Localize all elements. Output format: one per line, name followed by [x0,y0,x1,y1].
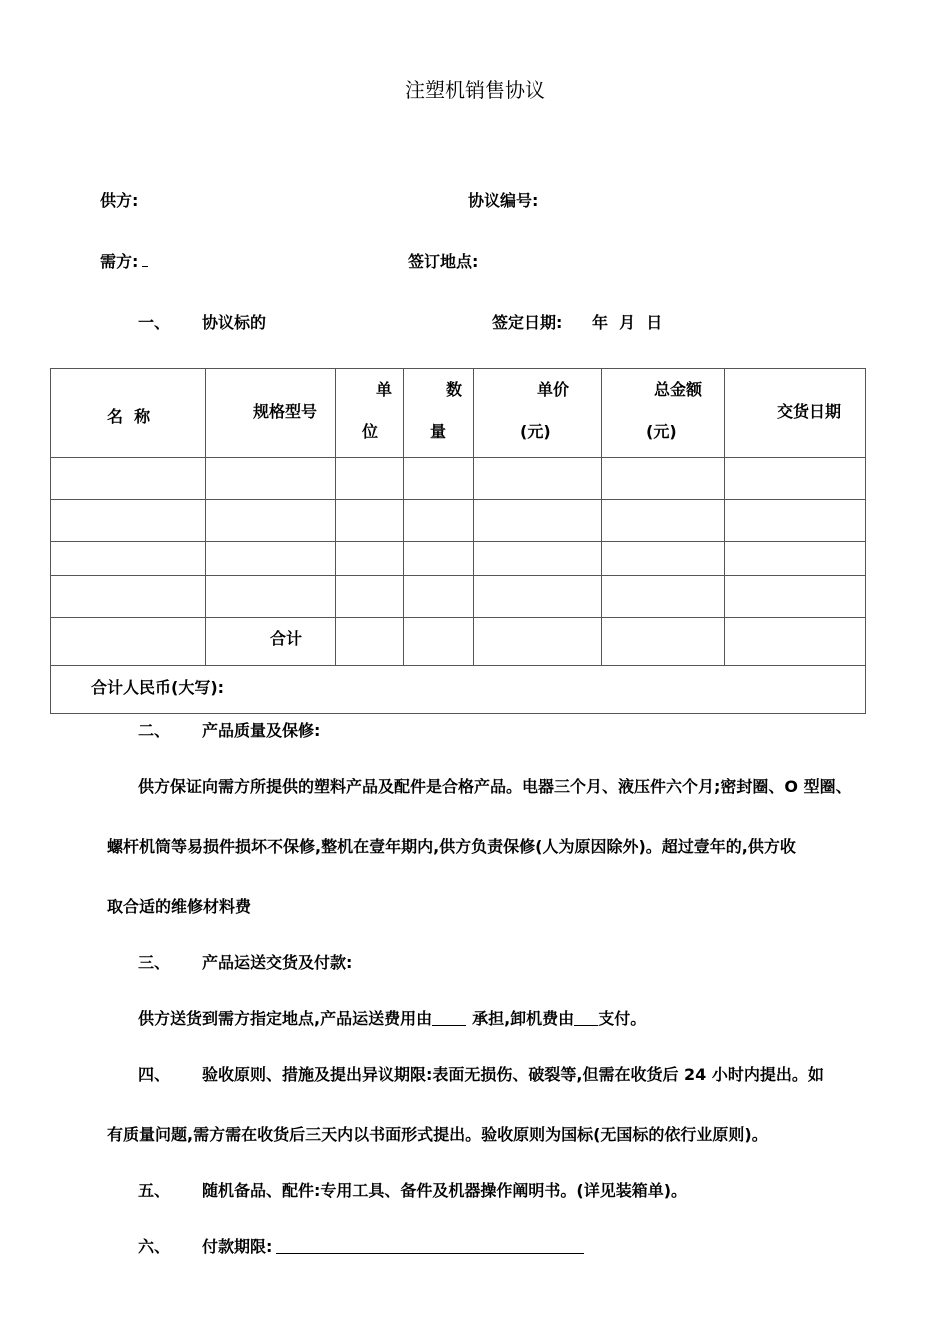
table-cell[interactable] [206,458,336,500]
header-total [602,369,725,458]
sign-date-label: 签定日期: [492,313,563,332]
contract-no-label: 协议编号: [468,191,539,210]
header-price [474,369,602,458]
total-label: 合计 [270,629,303,648]
unloading-payer-blank[interactable] [574,1009,598,1026]
table-cell[interactable] [206,576,336,618]
table-cell[interactable] [725,618,866,666]
table-cell[interactable] [725,542,866,576]
header-name [51,369,206,458]
table-row [51,576,866,618]
table-row [51,542,866,576]
table-cell[interactable] [336,542,404,576]
table-cell[interactable] [602,500,725,542]
table-cell[interactable] [602,618,725,666]
section2-number: 二、 [138,721,171,740]
table-cell[interactable] [404,500,474,542]
section3-text [138,1006,646,1029]
table-cell[interactable] [725,576,866,618]
table-cell[interactable] [336,458,404,500]
table-cell[interactable] [725,500,866,542]
table-cell[interactable] [404,458,474,500]
table-cell[interactable] [51,618,206,666]
header-spec-text: 规格型号 [253,402,318,421]
section5-number: 五、 [138,1181,171,1200]
payment-term-blank[interactable] [276,1237,584,1254]
header-unit-top: 单 [376,380,393,399]
header-unit [336,369,404,458]
rmb-total-label: 合计人民币(大写): [91,678,225,697]
table-cell[interactable] [336,576,404,618]
table-cell[interactable] [336,500,404,542]
freight-payer-blank[interactable] [432,1009,466,1026]
buyer-label-text: 需方: [100,252,139,271]
table-header-row [51,369,866,458]
section3-text-a: 供方送货到需方指定地点,产品运送费用由 [138,1009,433,1028]
section6-number: 六、 [138,1237,171,1256]
table-cell[interactable] [404,542,474,576]
table-cell[interactable] [404,618,474,666]
table-cell[interactable] [602,542,725,576]
buyer-label [100,249,148,272]
table-cell[interactable] [725,458,866,500]
page-title: 注塑机销售协议 [405,78,545,102]
header-price-top: 单价 [537,380,570,399]
items-table [50,368,866,714]
rmb-total-row [51,666,866,714]
table-cell[interactable] [474,576,602,618]
header-total-top: 总金额 [654,380,703,399]
sign-place-label: 签订地点: [408,252,479,271]
table-cell[interactable] [51,542,206,576]
section1-title: 协议标的 [202,313,267,332]
section3-number: 三、 [138,953,171,972]
table-cell[interactable] [474,500,602,542]
section4-number: 四、 [138,1065,171,1084]
table-cell[interactable] [474,618,602,666]
rmb-total-cell[interactable] [51,666,866,714]
header-qty-top: 数 [446,380,463,399]
buyer-blank[interactable] [142,252,148,267]
section4-line2: 有质量问题,需方需在收货后三天内以书面形式提出。验收原则为国标(无国标的依行业原则)。 [107,1125,768,1144]
table-cell[interactable] [51,576,206,618]
section2-title: 产品质量及保修: [202,721,321,740]
table-cell[interactable] [602,576,725,618]
supplier-label: 供方: [100,191,139,210]
header-spec [206,369,336,458]
total-row [51,618,866,666]
header-qty [404,369,474,458]
table-cell[interactable] [51,458,206,500]
table-cell[interactable] [404,576,474,618]
header-name-text: 名 称 [107,407,151,426]
section4-line1: 验收原则、措施及提出异议期限:表面无损伤、破裂等,但需在收货后 24 小时内提出。如 [202,1065,824,1084]
section2-line2: 螺杆机筒等易损件损坏不保修,整机在壹年期内,供方负责保修(人为原因除外)。超过壹年的,供方收 [107,837,796,856]
header-total-bot: (元) [646,422,677,441]
header-price-bot: (元) [520,422,551,441]
table-cell[interactable] [206,542,336,576]
section2-line3: 取合适的维修材料费 [107,897,252,916]
table-cell[interactable] [474,542,602,576]
section3-title: 产品运送交货及付款: [202,953,353,972]
section6-text [202,1234,584,1257]
section2-line1: 供方保证向需方所提供的塑料产品及配件是合格产品。电器三个月、液压件六个月;密封圈、O 型圈、 [138,777,852,796]
section6-label: 付款期限: [202,1237,273,1256]
table-row [51,500,866,542]
header-qty-bot: 量 [430,422,447,441]
table-cell[interactable] [206,500,336,542]
table-cell[interactable] [602,458,725,500]
section3-text-b: 承担,卸机费由 [472,1009,575,1028]
header-unit-bot: 位 [362,422,379,441]
total-label-cell [206,618,336,666]
section5-text: 随机备品、配件:专用工具、备件及机器操作阐明书。(详见装箱单)。 [202,1181,688,1200]
header-delivery-text: 交货日期 [777,402,842,421]
section1-number: 一、 [138,313,171,332]
table-cell[interactable] [336,618,404,666]
sign-date-value: 年 月 日 [592,313,663,332]
table-cell[interactable] [51,500,206,542]
table-row [51,458,866,500]
table-cell[interactable] [474,458,602,500]
header-delivery [725,369,866,458]
section3-text-c: 支付。 [598,1009,647,1028]
